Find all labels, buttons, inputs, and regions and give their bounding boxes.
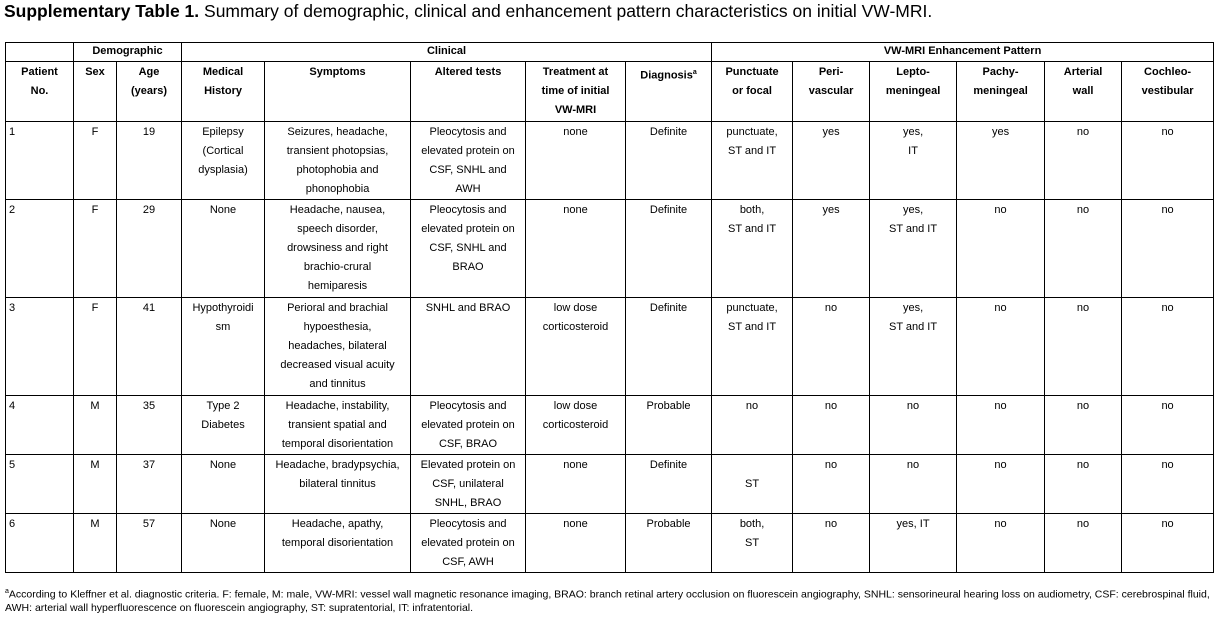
cell-lepto: yes, IT [870, 514, 957, 573]
cell-perivascular: no [793, 396, 870, 455]
cell-history: None [182, 514, 265, 573]
cell-treatment: low dose corticosteroid [526, 298, 626, 396]
cell-pachy: no [957, 298, 1045, 396]
col-cochleovestibular: Cochleo- vestibular [1122, 62, 1214, 122]
cell-diagnosis: Definite [626, 455, 712, 514]
cell-lepto: no [870, 455, 957, 514]
cell-diagnosis: Definite [626, 122, 712, 200]
cell-patient: 6 [6, 514, 74, 573]
cell-lepto: yes, IT [870, 122, 957, 200]
cell-punctuate: both, ST [712, 514, 793, 573]
table-body [6, 122, 1214, 573]
table-row [6, 514, 1214, 573]
cell-punctuate: both, ST and IT [712, 200, 793, 298]
footnote [5, 585, 1215, 616]
cell-sex: F [74, 298, 117, 396]
cell-arterial: no [1045, 200, 1122, 298]
cell-cochleo: no [1122, 298, 1214, 396]
col-arterial-wall: Arterial wall [1045, 62, 1122, 122]
cell-history: None [182, 455, 265, 514]
cell-punctuate: punctuate, ST and IT [712, 298, 793, 396]
cell-tests: Pleocytosis and elevated protein on CSF, AWH [411, 514, 526, 573]
cell-patient: 2 [6, 200, 74, 298]
group-vwmri: VW-MRI Enhancement Pattern [712, 43, 1214, 62]
col-age: Age (years) [117, 62, 182, 122]
cell-history: Epilepsy (Cortical dysplasia) [182, 122, 265, 200]
group-header-row [6, 43, 1214, 62]
cell-treatment: low dose corticosteroid [526, 396, 626, 455]
col-history: Medical History [182, 62, 265, 122]
cell-lepto: yes, ST and IT [870, 298, 957, 396]
cell-perivascular: no [793, 455, 870, 514]
cell-pachy: no [957, 455, 1045, 514]
cell-cochleo: no [1122, 455, 1214, 514]
footnote-sup: a [5, 588, 9, 595]
cell-sex: M [74, 514, 117, 573]
cell-arterial: no [1045, 298, 1122, 396]
cell-sex: M [74, 455, 117, 514]
group-demographic: Demographic [74, 43, 182, 62]
cell-tests: Pleocytosis and elevated protein on CSF, BRAO [411, 396, 526, 455]
cell-lepto: yes, ST and IT [870, 200, 957, 298]
caption-text: Summary of demographic, clinical and enhancement pattern characteristics on initial VW-MRI. [199, 1, 933, 21]
cell-arterial: no [1045, 396, 1122, 455]
cell-symptoms: Headache, apathy, temporal disorientation [265, 514, 411, 573]
cell-lepto: no [870, 396, 957, 455]
cell-symptoms: Headache, nausea, speech disorder, drowsiness and right brachio-crural hemiparesis [265, 200, 411, 298]
cell-cochleo: no [1122, 122, 1214, 200]
cell-cochleo: no [1122, 200, 1214, 298]
cell-perivascular: no [793, 514, 870, 573]
cell-diagnosis: Definite [626, 298, 712, 396]
cell-punctuate: no [712, 396, 793, 455]
cell-patient: 4 [6, 396, 74, 455]
col-punctuate: Punctuate or focal [712, 62, 793, 122]
cell-arterial: no [1045, 455, 1122, 514]
col-treatment: Treatment at time of initial VW-MRI [526, 62, 626, 122]
cell-sex: F [74, 200, 117, 298]
group-empty [6, 43, 74, 62]
cell-symptoms: Seizures, headache, transient photopsias, photophobia and phonophobia [265, 122, 411, 200]
col-perivascular: Peri- vascular [793, 62, 870, 122]
cell-pachy: no [957, 200, 1045, 298]
cell-patient: 5 [6, 455, 74, 514]
cell-history: Hypothyroidi sm [182, 298, 265, 396]
cell-history: None [182, 200, 265, 298]
cell-diagnosis: Probable [626, 514, 712, 573]
group-clinical: Clinical [182, 43, 712, 62]
col-diagnosis-sup: a [692, 69, 697, 76]
cell-patient: 3 [6, 298, 74, 396]
cell-pachy: no [957, 396, 1045, 455]
cell-age: 37 [117, 455, 182, 514]
col-diagnosis [626, 62, 712, 122]
cell-perivascular: yes [793, 200, 870, 298]
cell-age: 29 [117, 200, 182, 298]
cell-diagnosis: Definite [626, 200, 712, 298]
footnote-text: According to Kleffner et al. diagnostic criteria. F: female, M: male, VW-MRI: vessel wall magnetic resonance imaging, BRAO: branch retinal artery occlusion on fluorescein angiography, SNHL: sensorineural hearing loss on audiometry, CSF: cerebrospinal fluid, AWH: arterial wall hyperfluorescence on fluorescein angiography, ST: supratentorial, IT: infratentorial. [5, 588, 1210, 614]
cell-age: 57 [117, 514, 182, 573]
col-diagnosis-label: Diagnosis [640, 69, 693, 82]
cell-punctuate: punctuate, ST and IT [712, 122, 793, 200]
cell-tests: Pleocytosis and elevated protein on CSF, SNHL and AWH [411, 122, 526, 200]
col-sex: Sex [74, 62, 117, 122]
cell-arterial: no [1045, 514, 1122, 573]
cell-sex: F [74, 122, 117, 200]
cell-age: 35 [117, 396, 182, 455]
cell-pachy: no [957, 514, 1045, 573]
cell-diagnosis: Probable [626, 396, 712, 455]
cell-tests: Pleocytosis and elevated protein on CSF, SNHL and BRAO [411, 200, 526, 298]
column-header-row [6, 62, 1214, 122]
cell-age: 19 [117, 122, 182, 200]
cell-sex: M [74, 396, 117, 455]
caption-label: Supplementary Table 1. [4, 1, 200, 21]
cell-arterial: no [1045, 122, 1122, 200]
table-row [6, 122, 1214, 200]
col-patient: Patient No. [6, 62, 74, 122]
cell-tests: Elevated protein on CSF, unilateral SNHL, BRAO [411, 455, 526, 514]
supplementary-table [5, 42, 1214, 573]
cell-treatment: none [526, 514, 626, 573]
cell-symptoms: Perioral and brachial hypoesthesia, headaches, bilateral decreased visual acuity and tinnitus [265, 298, 411, 396]
cell-cochleo: no [1122, 514, 1214, 573]
table-row [6, 396, 1214, 455]
col-tests: Altered tests [411, 62, 526, 122]
cell-symptoms: Headache, bradypsychia, bilateral tinnitus [265, 455, 411, 514]
cell-tests: SNHL and BRAO [411, 298, 526, 396]
col-pachymeningeal: Pachy- meningeal [957, 62, 1045, 122]
cell-treatment: none [526, 122, 626, 200]
cell-age: 41 [117, 298, 182, 396]
cell-history: Type 2 Diabetes [182, 396, 265, 455]
cell-treatment: none [526, 455, 626, 514]
table-row [6, 455, 1214, 514]
cell-patient: 1 [6, 122, 74, 200]
cell-pachy: yes [957, 122, 1045, 200]
cell-treatment: none [526, 200, 626, 298]
table-caption [4, 1, 932, 22]
table-row [6, 298, 1214, 396]
cell-perivascular: yes [793, 122, 870, 200]
cell-perivascular: no [793, 298, 870, 396]
cell-cochleo: no [1122, 396, 1214, 455]
table-row [6, 200, 1214, 298]
col-symptoms: Symptoms [265, 62, 411, 122]
cell-punctuate: ST [712, 455, 793, 514]
col-leptomeningeal: Lepto- meningeal [870, 62, 957, 122]
cell-symptoms: Headache, instability, transient spatial and temporal disorientation [265, 396, 411, 455]
